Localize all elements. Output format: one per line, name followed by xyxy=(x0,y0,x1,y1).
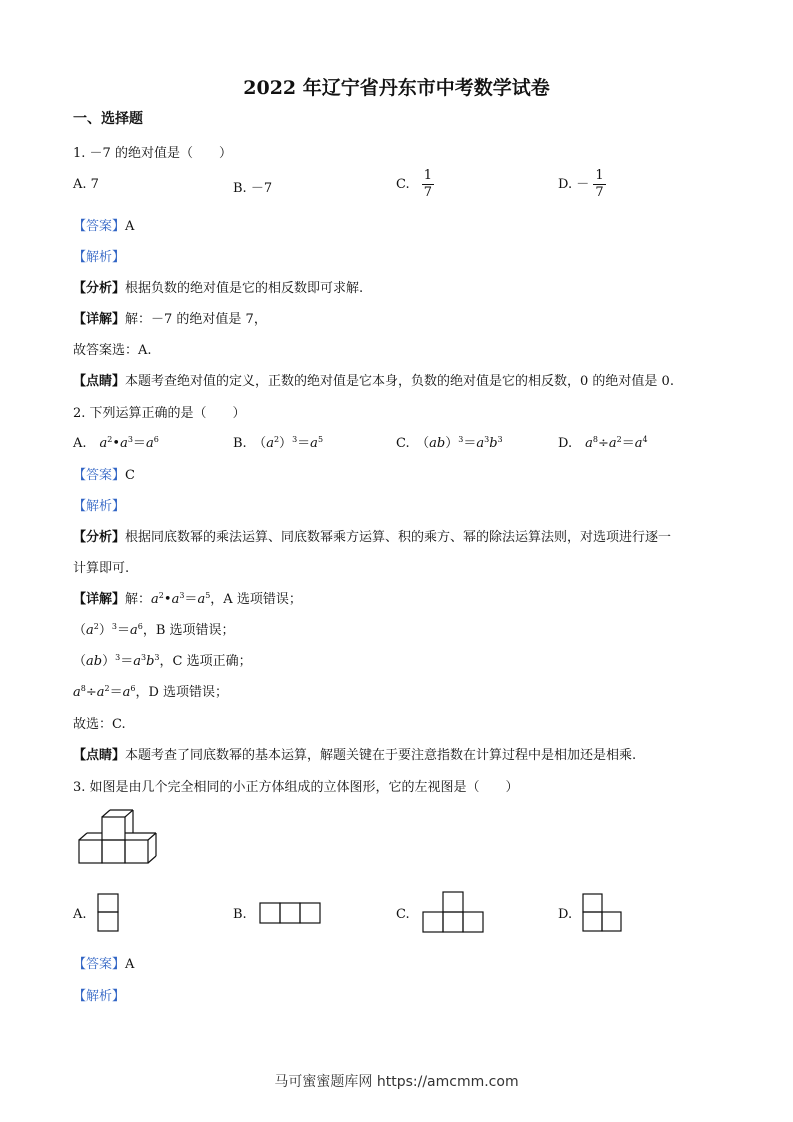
q2-conclusion: 故选：C. xyxy=(73,717,126,732)
q1-option-d-label: D. xyxy=(558,177,573,192)
q1-stem: 1. －7 的绝对值是（ ） xyxy=(73,146,232,161)
fraction-numerator: 1 xyxy=(595,168,604,183)
q1-option-d-fraction xyxy=(593,168,605,201)
q2-option-b: B. $(a^2)^3=a^5$ xyxy=(233,435,324,451)
xiangjie-prefix: 解： xyxy=(125,592,152,607)
q2-fenxi xyxy=(73,526,671,545)
q1-option-b: B. －7 xyxy=(233,181,273,196)
q2-xiangjie-d: $a^8\div a^2=a^6$，D 选项错误； xyxy=(73,684,229,700)
answer-tag: 【答案】 xyxy=(73,468,126,483)
fraction-denominator: 7 xyxy=(423,185,433,200)
q1-option-c xyxy=(396,168,434,201)
fraction-denominator: 7 xyxy=(595,185,604,200)
xiangjie-tag: 【详解】 xyxy=(73,312,126,327)
dianjing-text: 本题考查了同底数幂的基本运算，解题关键在于要注意指数在计算过程中是相加还是相乘. xyxy=(125,748,637,763)
q3-option-d-figure xyxy=(582,893,626,933)
q1-option-c-label: C. xyxy=(396,177,410,192)
q1-xiangjie xyxy=(73,308,267,327)
q2-jiexi: 【解析】 xyxy=(73,499,126,514)
q2-xiangjie-b: $(a^2)^3=a^6$，B 选项错误； xyxy=(73,622,235,638)
fenxi-text: 根据同底数幂的乘法运算、同底数幂乘方运算、积的乘方、幂的除法运算法则，对选项进行逐一 xyxy=(125,530,672,545)
note-b: ，B 选项错误； xyxy=(142,623,235,638)
answer-tag: 【答案】 xyxy=(73,219,126,234)
q3-jiexi: 【解析】 xyxy=(73,989,126,1004)
answer-value: A xyxy=(125,219,135,234)
dianjing-text: 本题考查绝对值的定义，正数的绝对值是它本身，负数的绝对值是它的相反数，0 的绝对值是 0. xyxy=(125,374,674,389)
note-a: ，A 选项错误； xyxy=(210,592,302,607)
q1-dianjing xyxy=(73,370,674,389)
answer-value: C xyxy=(125,468,135,483)
q3-option-b-label: B. xyxy=(233,907,247,922)
q2-answer xyxy=(73,464,135,483)
section-heading: 一、选择题 xyxy=(73,111,143,127)
answer-tag: 【答案】 xyxy=(73,957,126,972)
q3-stem: 3. 如图是由几个完全相同的小正方体组成的立体图形，它的左视图是（ ） xyxy=(73,780,519,795)
q1-conclusion: 故答案选：A. xyxy=(73,343,152,358)
q2-fenxi-cont: 计算即可. xyxy=(73,561,130,576)
q1-option-d-sign: － xyxy=(576,177,590,192)
q3-option-a-label: A. xyxy=(73,907,87,922)
q2-dianjing xyxy=(73,744,636,763)
q1-option-a: A. 7 xyxy=(73,177,99,192)
solid-figure xyxy=(78,812,158,864)
note-c: ，C 选项正确； xyxy=(159,654,252,669)
q2-xiangjie-a: 【详解】解：$a^2•a^3=a^5$，A 选项错误； xyxy=(73,591,302,607)
q1-answer xyxy=(73,215,134,234)
answer-value: A xyxy=(125,957,135,972)
q2-xiangjie-c: $(ab)^3=a^3b^3$，C 选项正确； xyxy=(73,653,252,669)
q2-option-a: A. $a^2•a^3=a^6$ xyxy=(73,435,159,451)
q2-option-d: D. $a^8\div a^2=a^4$ xyxy=(558,435,648,451)
q3-option-c-figure xyxy=(422,891,486,933)
note-d: ，D 选项错误； xyxy=(135,685,229,700)
xiangjie-tag: 【详解】 xyxy=(73,592,126,607)
q3-option-c-label: C. xyxy=(396,907,410,922)
fenxi-tag: 【分析】 xyxy=(73,281,126,296)
q2-option-c: C. $(ab)^3=a^3b^3$ xyxy=(396,435,503,451)
q2-stem: 2. 下列运算正确的是（ ） xyxy=(73,406,246,421)
dianjing-tag: 【点睛】 xyxy=(73,374,126,389)
q3-option-d-label: D. xyxy=(558,907,573,922)
q3-answer xyxy=(73,953,134,972)
q3-option-a-figure xyxy=(97,893,121,933)
page-title: 2022 年辽宁省丹东市中考数学试卷 xyxy=(243,77,550,99)
q3-option-b-figure xyxy=(259,902,323,924)
q1-fenxi xyxy=(73,277,363,296)
fenxi-tag: 【分析】 xyxy=(73,530,126,545)
q1-option-c-fraction xyxy=(422,168,434,201)
q1-option-d xyxy=(558,168,606,201)
xiangjie-text: 解：－7 的绝对值是 7， xyxy=(125,312,267,327)
fenxi-text: 根据负数的绝对值是它的相反数即可求解. xyxy=(125,281,364,296)
fraction-numerator: 1 xyxy=(423,168,433,183)
q1-jiexi: 【解析】 xyxy=(73,250,126,265)
dianjing-tag: 【点睛】 xyxy=(73,748,126,763)
footer-watermark: 马可蜜蜜题库网 https://amcmm.com xyxy=(274,1074,519,1090)
